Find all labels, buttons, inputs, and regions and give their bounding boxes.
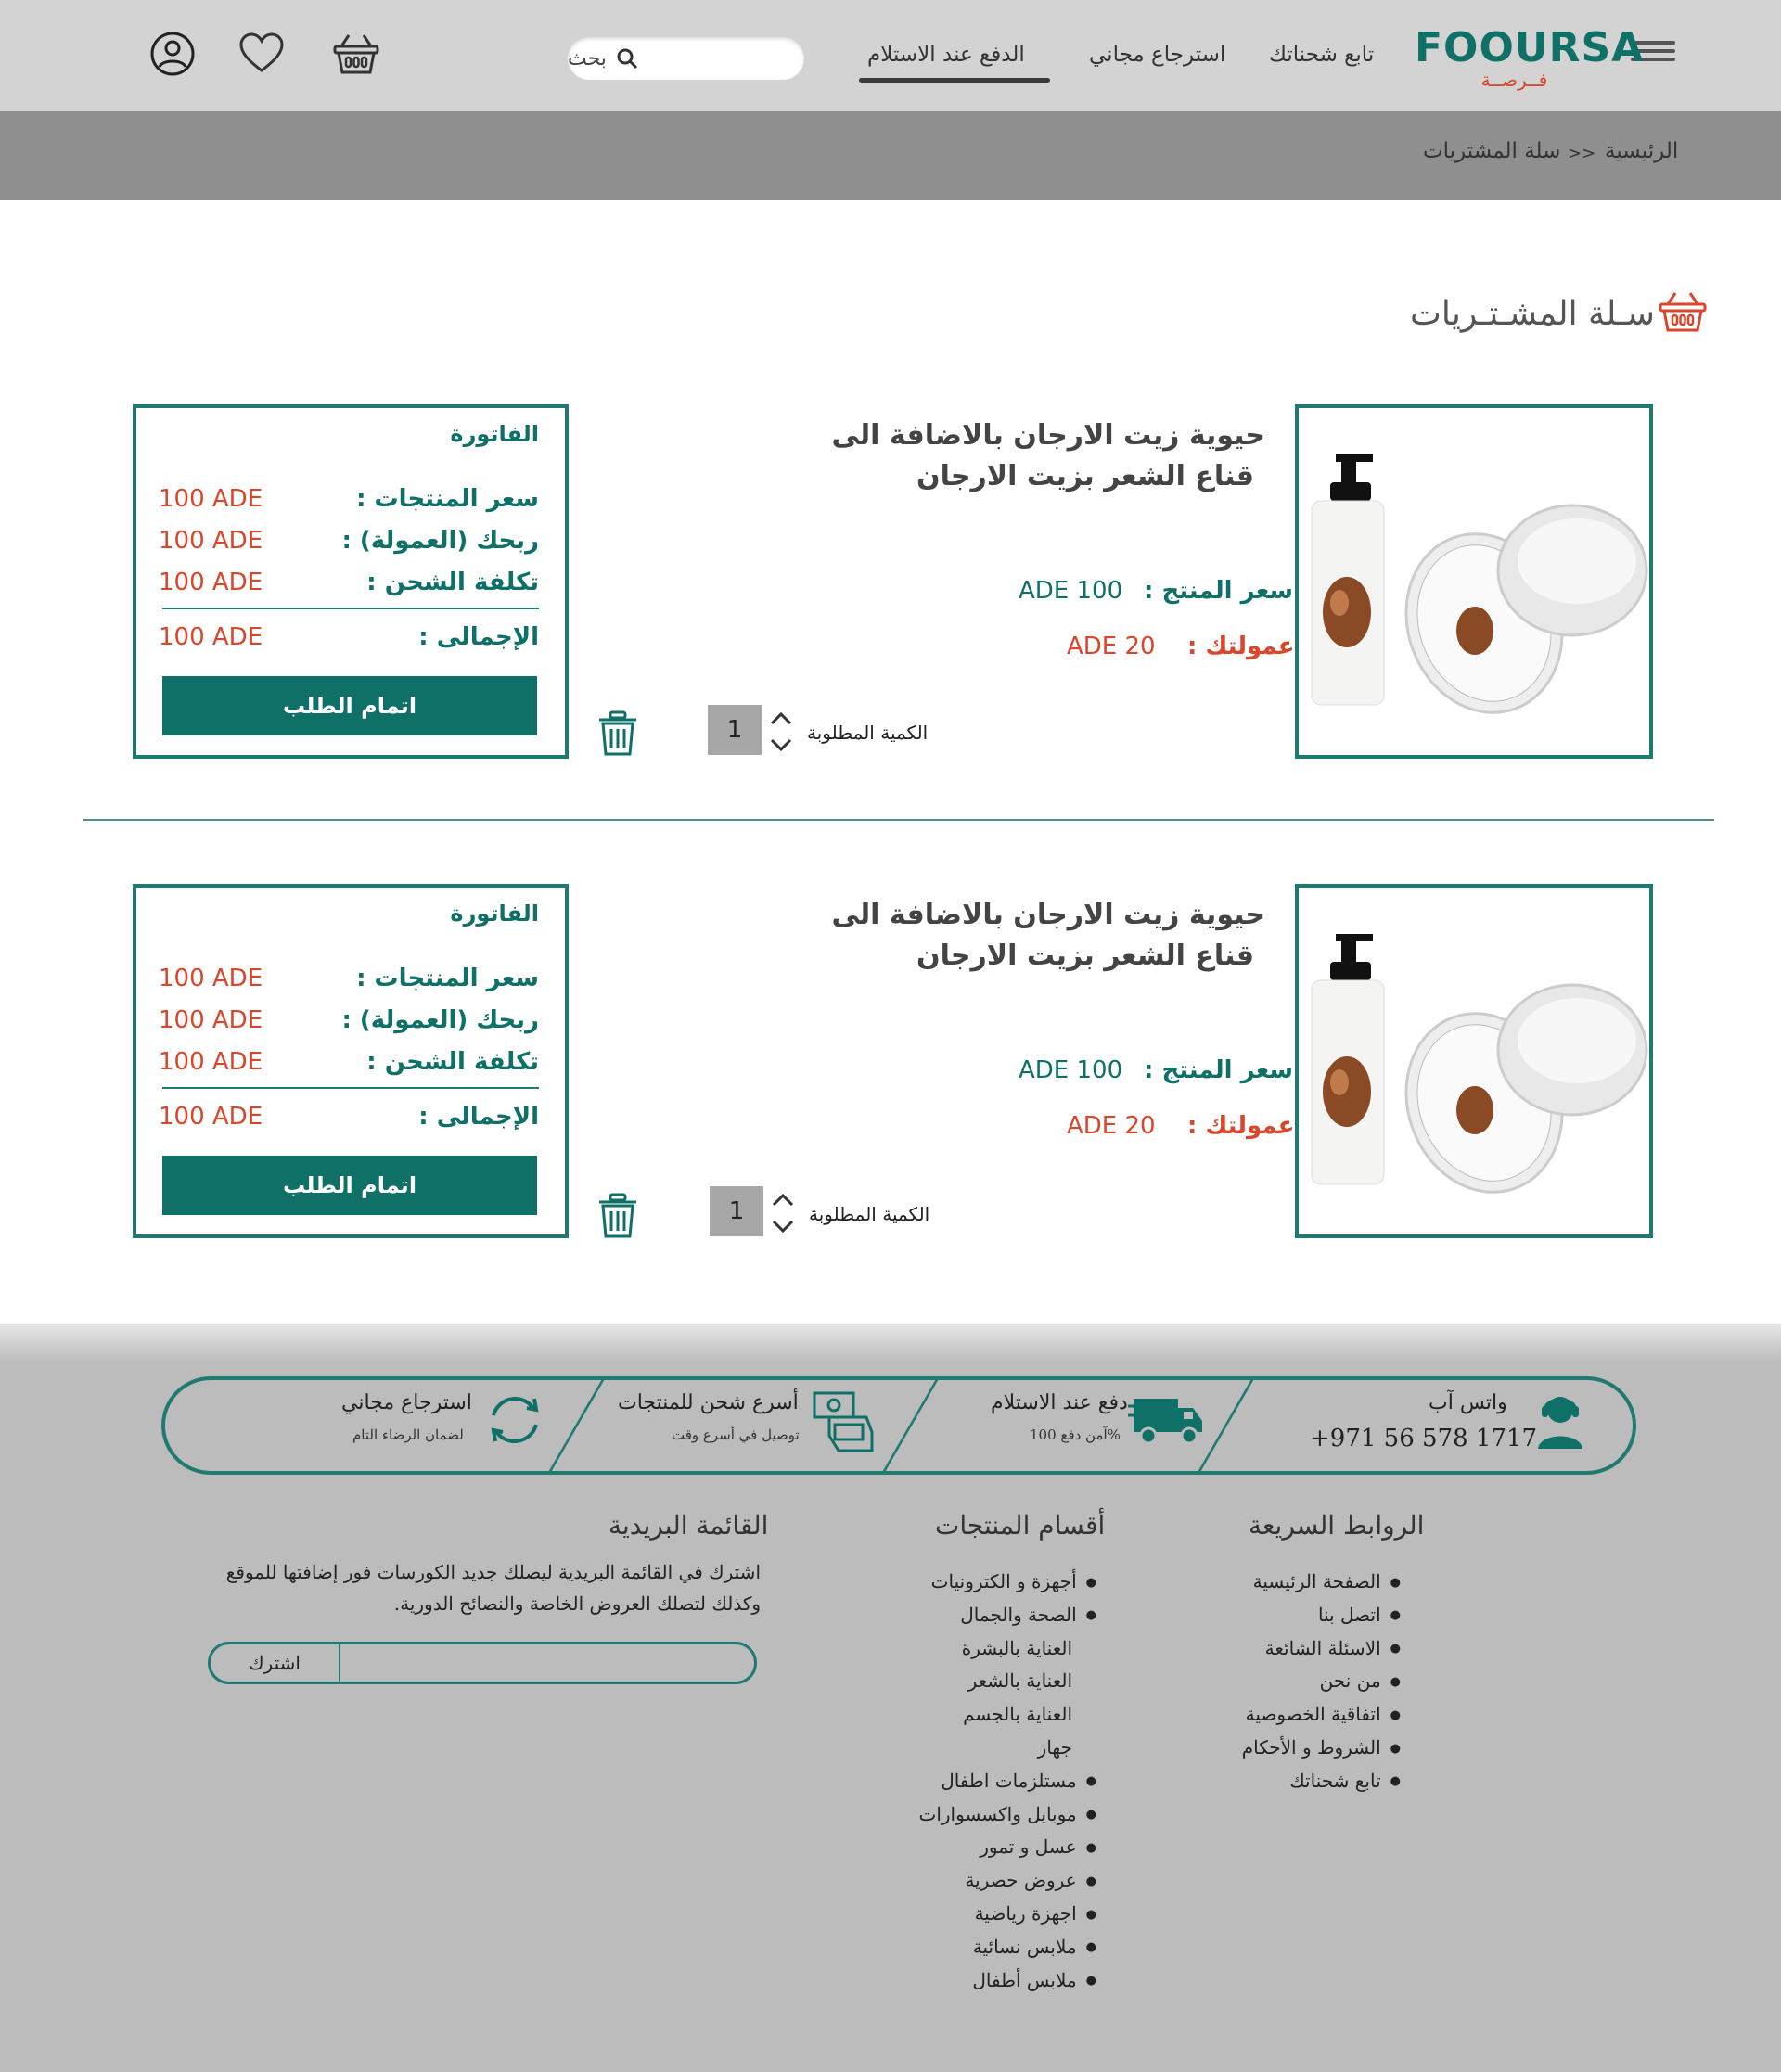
category-link[interactable]: ● ملابس أطفال [890,1964,1096,1998]
invoice-panel [133,404,569,759]
invoice-profit-value: 100 ADE [159,1006,263,1034]
category-link[interactable]: ● أجهزة و الكترونيات [890,1566,1096,1599]
product-title[interactable] [746,416,1265,497]
product-title[interactable] [746,895,1265,977]
page-title: سـلة المشـتـريات [1410,295,1655,333]
category-link[interactable]: ● موبايل واكسسوارات [890,1798,1096,1832]
product-title-line1: حيوية زيت الارجان بالاضافة الى [831,419,1265,452]
invoice-shipping-value: 100 ADE [159,1048,263,1076]
quick-link[interactable]: ● اتصل بنا [1215,1599,1401,1632]
category-link[interactable]: العناية بالشعر [967,1669,1072,1693]
subscribe-button[interactable]: اشترك [211,1644,340,1682]
breadcrumb-separator: >> [1568,144,1596,163]
category-link[interactable]: جهاز [1037,1735,1072,1759]
feature-shipping-title: أسرع شحن للمنتجات [618,1391,799,1414]
invoice-products-row [159,485,539,518]
categories-title: أقسام المنتجات [935,1510,1106,1541]
product-price-label: سعر المنتج : [1144,1056,1293,1084]
category-link[interactable]: ● عسل و تمور [890,1831,1096,1864]
quick-link[interactable]: ● الاسئلة الشائعة [1215,1632,1401,1666]
invoice-products-value: 100 ADE [159,485,263,513]
quantity-stepper-arrows[interactable] [768,709,794,755]
item-separator [83,819,1714,821]
quantity-label: الكمية المطلوبة [809,1203,930,1225]
product-image[interactable] [1295,884,1653,1238]
invoice-title: الفاتورة [450,901,539,927]
quick-link[interactable]: ● اتفاقية الخصوصية [1215,1698,1401,1732]
user-account-icon[interactable] [148,30,197,78]
invoice-profit-label: ربحك (العمولة) : [341,527,539,555]
invoice-divider [162,608,539,609]
site-logo[interactable] [1415,24,1645,91]
category-link[interactable]: العناية بالجسم [963,1703,1072,1726]
product-title-line2: قناع الشعر بزيت الارجان [916,940,1254,972]
quantity-input[interactable]: 1 [710,1186,763,1236]
refresh-icon [484,1389,545,1451]
product-title-line2: قناع الشعر بزيت الارجان [916,460,1254,492]
product-price-label: سعر المنتج : [1144,577,1293,605]
delivery-truck-icon [1128,1395,1206,1445]
newsletter-text: اشترك في القائمة البريدية ليصلك جديد الكورسات فور إضافتها للموقع وكذلك لتصلك العروض الخاصة والنصائح الدورية. [225,1561,761,1615]
logo-arabic: فــرصــة [1480,69,1548,91]
invoice-divider [162,1087,539,1089]
quantity-stepper-arrows[interactable] [770,1190,796,1236]
invoice-panel [133,884,569,1238]
logo-latin: FOOURSA [1415,24,1645,71]
nav-active-indicator [859,78,1050,83]
feature-returns-title: استرجاع مجاني [341,1391,472,1414]
quick-links-list [1215,1566,1401,1798]
invoice-shipping-label: تكلفة الشحن : [366,569,539,596]
commission-value: 20 ADE [1067,633,1156,660]
heart-icon[interactable] [237,30,286,78]
nav-track-shipments[interactable]: تابع شحناتك [1269,43,1375,67]
newsletter-title: القائمة البريدية [609,1510,769,1541]
cart-icon[interactable] [332,30,380,78]
commission-label: عمولتك : [1187,633,1295,660]
feature-cod-sub: آمن دفع 100% [1030,1426,1121,1443]
cash-hand-icon [811,1389,876,1454]
quick-link[interactable]: ● من نحن [1215,1665,1401,1698]
quick-link[interactable]: ● الصفحة الرئيسية [1215,1566,1401,1599]
invoice-products-row [159,965,539,998]
invoice-products-value: 100 ADE [159,965,263,992]
invoice-total-label: الإجمالى : [418,623,539,651]
invoice-profit-row [159,1006,539,1040]
header [0,0,1781,111]
invoice-total-row [159,623,539,657]
product-title-line1: حيوية زيت الارجان بالاضافة الى [831,899,1265,931]
feature-whatsapp-number[interactable]: +971 56 578 1717 [1310,1425,1538,1452]
category-link[interactable]: ● الصحة والجمال [890,1599,1096,1632]
invoice-profit-label: ربحك (العمولة) : [341,1006,539,1034]
nav-free-returns[interactable]: استرجاع مجاني [1089,43,1226,67]
nav-cash-on-delivery[interactable]: الدفع عند الاستلام [867,43,1025,67]
breadcrumb-current: سلة المشتريات [1423,139,1561,163]
category-link[interactable]: ● اجهزة رياضية [890,1898,1096,1931]
category-link[interactable]: العناية بالبشرة [961,1636,1072,1659]
invoice-total-value: 100 ADE [159,1103,263,1131]
invoice-profit-value: 100 ADE [159,527,263,555]
search-icon[interactable] [616,47,638,70]
trash-icon[interactable] [597,1193,638,1239]
commission-value: 20 ADE [1067,1112,1156,1140]
invoice-products-label: سعر المنتجات : [356,965,539,992]
checkout-button[interactable]: اتمام الطلب [162,676,537,735]
argan-oil-product-illustration [1299,888,1649,1234]
invoice-shipping-label: تكلفة الشحن : [366,1048,539,1076]
support-agent-icon [1532,1389,1588,1451]
breadcrumb-home[interactable]: الرئيسية [1605,139,1679,163]
checkout-button[interactable]: اتمام الطلب [162,1156,537,1215]
product-price-value: 100 ADE [1019,577,1123,605]
quick-link[interactable]: ● الشروط و الأحكام [1215,1732,1401,1765]
category-link[interactable]: ● ملابس نسائية [890,1931,1096,1964]
newsletter-email-input[interactable] [208,1642,757,1684]
feature-shipping-sub: توصيل في أسرع وقت [672,1426,800,1443]
categories-list [890,1566,1096,1997]
commission-label: عمولتك : [1187,1112,1295,1140]
invoice-title: الفاتورة [450,421,539,447]
invoice-total-row [159,1103,539,1136]
invoice-products-label: سعر المنتجات : [356,485,539,513]
invoice-total-value: 100 ADE [159,623,263,651]
category-link[interactable]: ● مستلزمات اطفال [890,1765,1096,1798]
feature-whatsapp-title: واتس آب [1429,1391,1507,1414]
product-price-value: 100 ADE [1019,1056,1123,1084]
search-placeholder: بحث [568,46,607,70]
product-image[interactable] [1295,404,1653,759]
invoice-total-label: الإجمالى : [418,1103,539,1131]
quick-links-title: الروابط السريعة [1249,1510,1425,1541]
quick-link[interactable]: ● تابع شحناتك [1215,1765,1401,1798]
invoice-shipping-value: 100 ADE [159,569,263,596]
trash-icon[interactable] [597,710,638,757]
category-link[interactable]: ● عروض حصرية [890,1864,1096,1898]
search-input[interactable] [568,37,804,80]
argan-oil-product-illustration [1299,408,1649,755]
invoice-shipping-row [159,569,539,602]
feature-returns-sub: لضمان الرضاء التام [352,1426,464,1443]
feature-cod-title: دفع عند الاستلام [991,1391,1128,1414]
basket-icon [1657,288,1709,336]
invoice-shipping-row [159,1048,539,1081]
quantity-label: الكمية المطلوبة [807,722,929,744]
invoice-profit-row [159,527,539,560]
quantity-input[interactable]: 1 [708,705,762,755]
